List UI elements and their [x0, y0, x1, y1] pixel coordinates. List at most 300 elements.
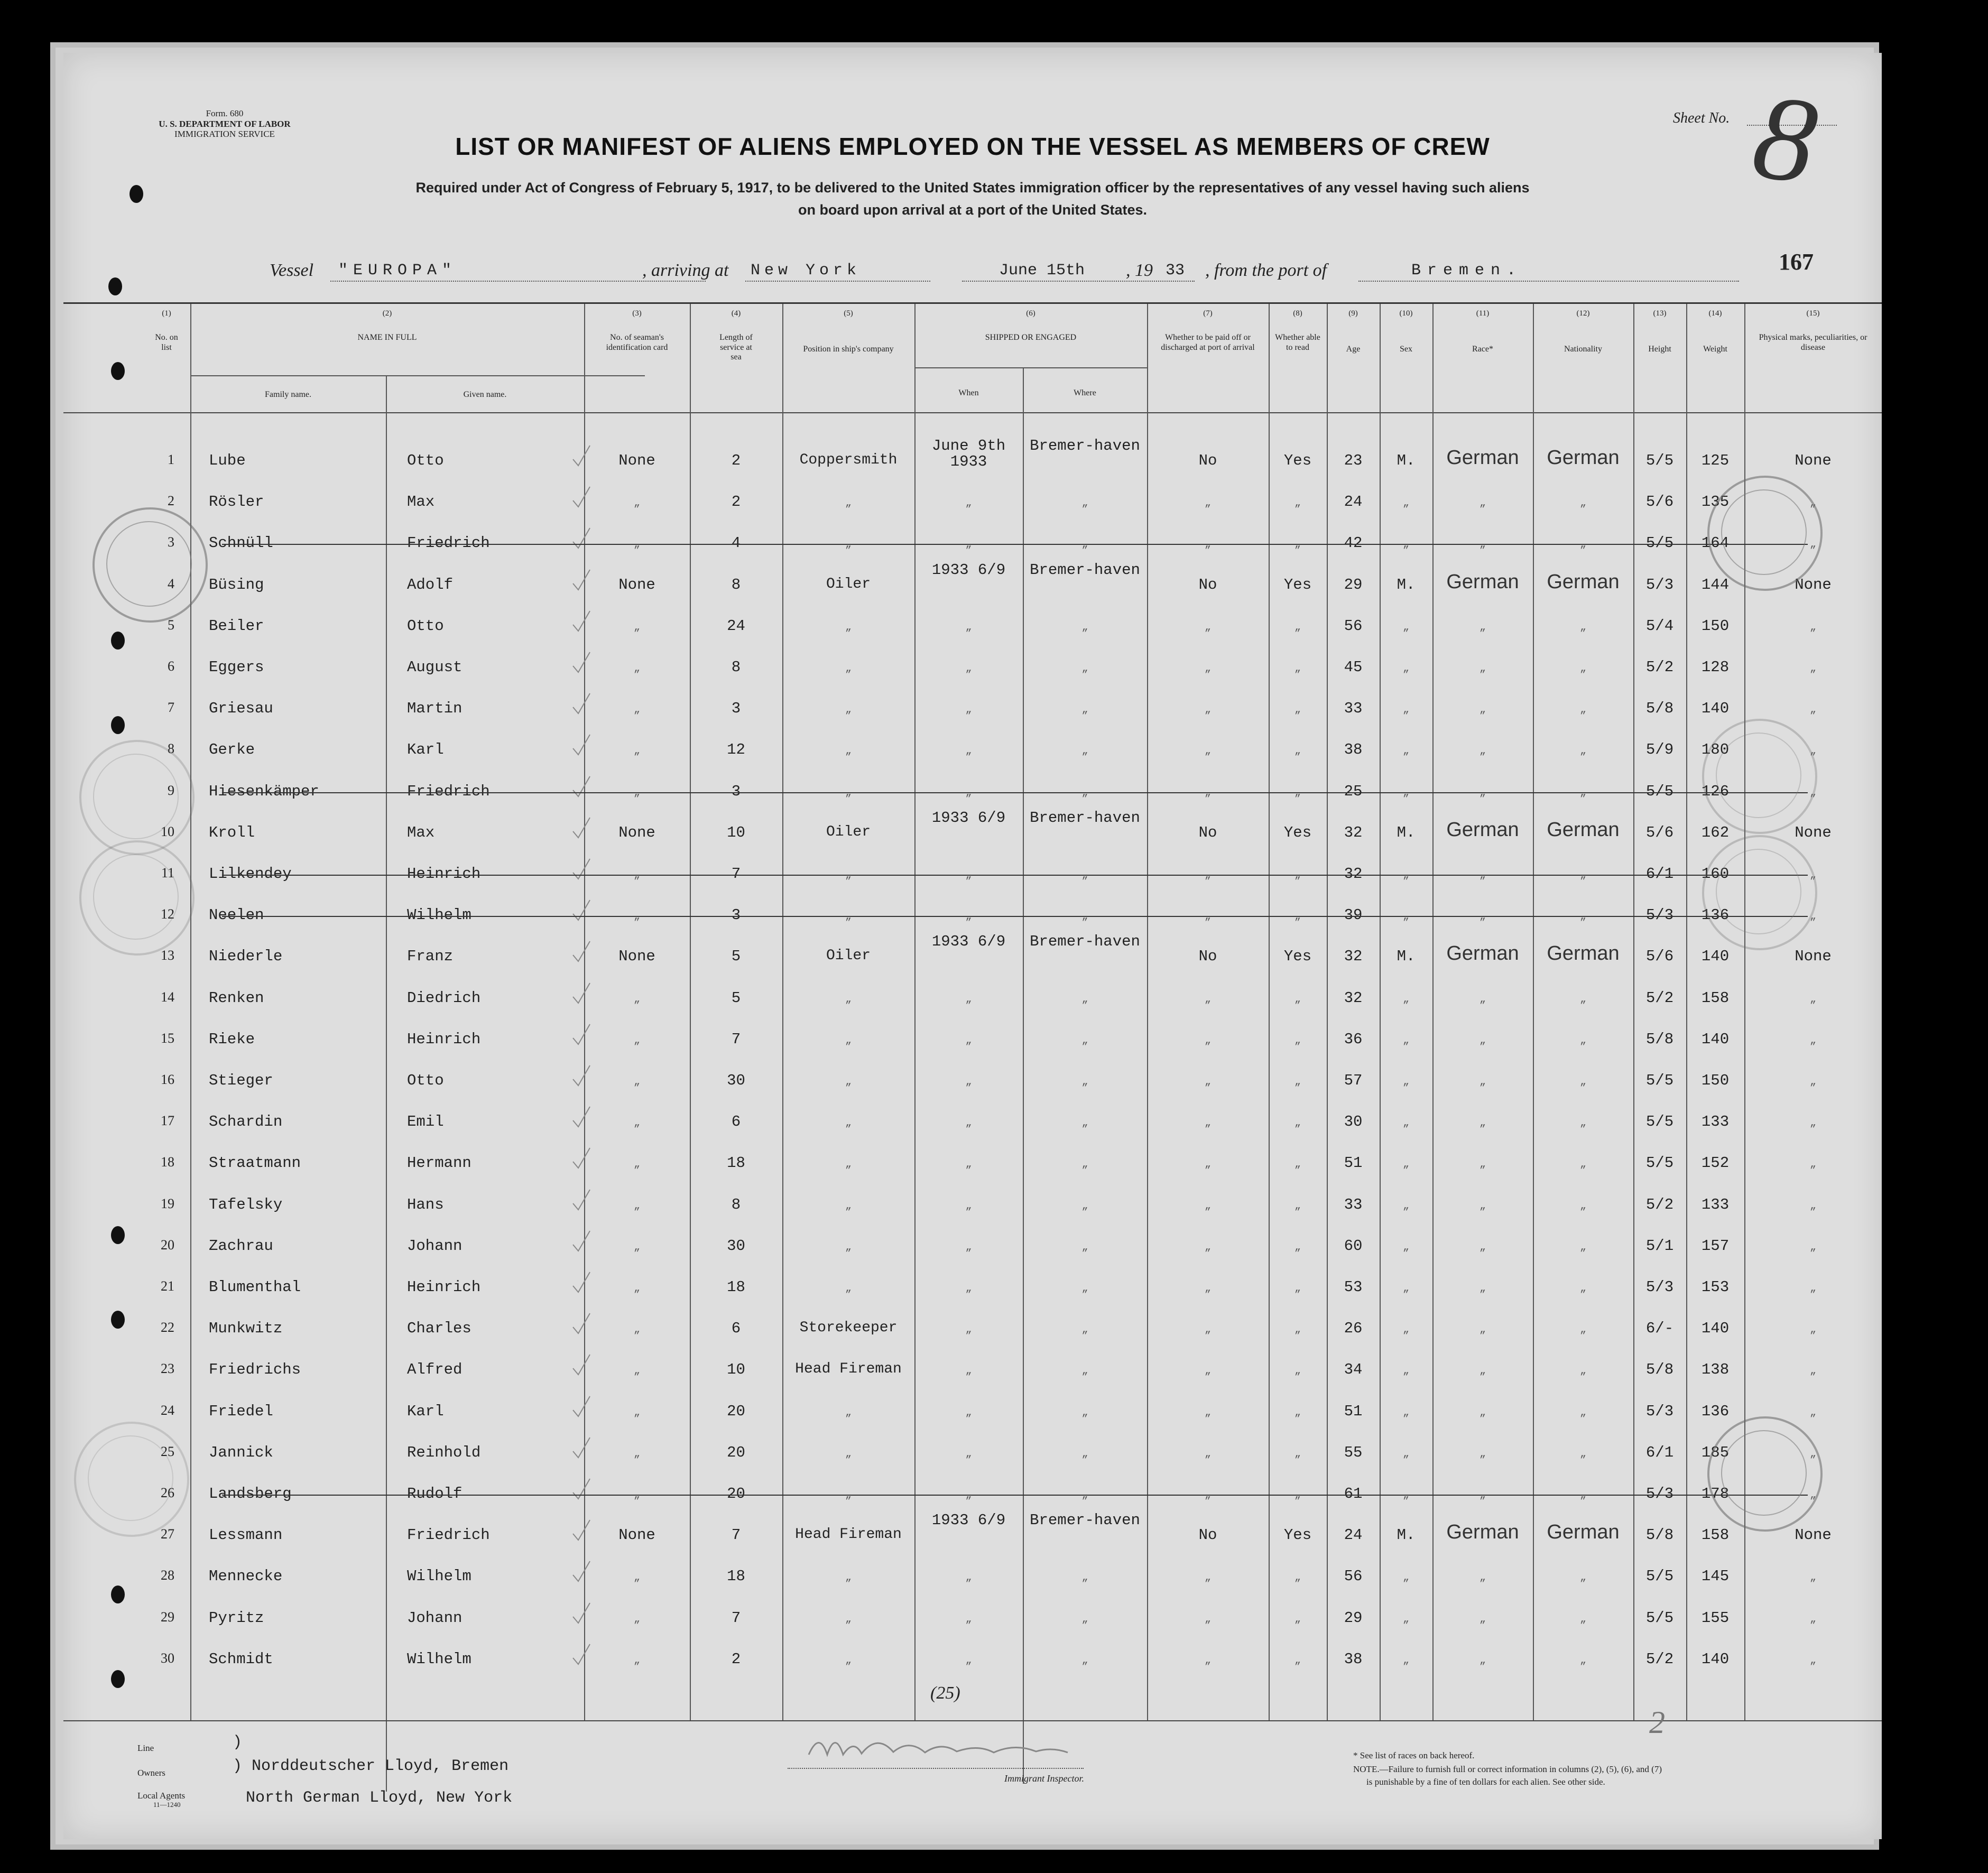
cell-given: Franz: [407, 948, 454, 966]
cell-card: „: [633, 1489, 640, 1501]
cell-nat: „: [1579, 663, 1586, 675]
cell-where: Bremer-haven: [1030, 809, 1140, 827]
cell-where: „: [1081, 911, 1088, 923]
cell-nat: „: [1579, 1448, 1586, 1460]
cell-race: „: [1479, 1158, 1486, 1171]
col-num: (15): [1806, 309, 1820, 318]
department-name: U. S. DEPARTMENT OF LABOR: [159, 118, 291, 129]
cell-no: 26: [161, 1485, 174, 1500]
cell-service: 10: [727, 823, 745, 841]
cell-card: „: [633, 1034, 640, 1047]
cell-nat: German: [1547, 1521, 1620, 1544]
cell-nat: German: [1547, 818, 1620, 841]
cell-age: 24: [1344, 493, 1363, 511]
consulate-stamp: [1707, 476, 1823, 591]
punch-hole: [111, 362, 125, 380]
table-row: [63, 1067, 1882, 1098]
cell-marks: „: [1809, 786, 1816, 799]
cell-read: „: [1294, 1406, 1301, 1419]
col-label: Weight: [1703, 345, 1727, 354]
check-mark-icon: [571, 1270, 592, 1299]
cell-weight: 178: [1701, 1485, 1730, 1503]
cell-position: „: [845, 1117, 852, 1130]
cell-height: 5/5: [1645, 452, 1674, 469]
cell-no: 5: [168, 617, 174, 633]
table-row: [63, 860, 1882, 892]
form-number: Form. 680: [206, 108, 244, 118]
check-mark-icon: [571, 981, 592, 1010]
cell-sex: „: [1402, 745, 1409, 758]
strike-through-line: [222, 875, 1808, 876]
cell-sex: „: [1402, 1034, 1409, 1047]
line-value: ): [233, 1733, 243, 1751]
cell-family: Beiler: [209, 617, 264, 635]
cell-position: „: [845, 1034, 852, 1047]
cell-marks: „: [1809, 911, 1816, 923]
arrival-year: 33: [1166, 262, 1185, 280]
cell-height: 5/5: [1645, 1072, 1674, 1089]
cell-card: „: [633, 704, 640, 717]
cell-family: Lessmann: [209, 1526, 283, 1544]
cell-family: Gerke: [209, 741, 255, 759]
cell-paid: „: [1204, 1034, 1211, 1047]
cell-card: „: [633, 911, 640, 923]
cell-race: „: [1479, 1406, 1486, 1419]
cell-marks: None: [1795, 452, 1832, 469]
cell-sex: „: [1402, 1200, 1409, 1212]
cell-height: 5/2: [1645, 1195, 1674, 1213]
cell-age: 51: [1344, 1402, 1363, 1420]
cell-height: 5/1: [1645, 1237, 1674, 1255]
cell-sex: „: [1402, 497, 1409, 510]
line-label: Line: [137, 1743, 154, 1753]
cell-height: 5/8: [1645, 700, 1674, 718]
check-mark-icon: [571, 857, 592, 886]
cell-nat: „: [1579, 1117, 1586, 1130]
cell-where: „: [1081, 497, 1088, 510]
cell-marks: „: [1809, 497, 1816, 510]
table-row: [63, 653, 1882, 685]
cell-race: „: [1479, 1654, 1486, 1667]
cell-position: „: [845, 704, 852, 717]
col-label: Length of service at sea: [719, 333, 753, 362]
cell-age: 30: [1344, 1113, 1363, 1131]
cell-where: „: [1081, 993, 1088, 1006]
cell-where: „: [1081, 745, 1088, 758]
cell-no: 12: [161, 906, 174, 922]
cell-when: 1933 6/9: [931, 1512, 1006, 1529]
cell-position: Head Fireman: [795, 1526, 902, 1543]
check-mark-icon: [571, 774, 592, 803]
cell-service: 24: [727, 617, 745, 635]
check-mark-icon: [571, 1105, 592, 1134]
cell-position: „: [845, 1654, 852, 1667]
cell-position: „: [845, 1448, 852, 1460]
cell-service: 3: [731, 782, 741, 800]
cell-marks: „: [1809, 869, 1816, 882]
cell-marks: „: [1809, 1200, 1816, 1212]
cell-sex: „: [1402, 993, 1409, 1006]
departure-port: Bremen.: [1411, 262, 1523, 280]
cell-marks: None: [1795, 576, 1832, 594]
cell-position: „: [845, 1076, 852, 1088]
col-label: Nationality: [1564, 345, 1602, 354]
cell-weight: 155: [1701, 1609, 1730, 1627]
col-num: (1): [162, 309, 171, 318]
cell-sex: „: [1402, 1241, 1409, 1254]
cell-race: „: [1479, 1117, 1486, 1130]
table-row: [63, 736, 1882, 767]
cell-height: 6/1: [1645, 865, 1674, 883]
cell-family: Lube: [209, 452, 246, 469]
cell-weight: 152: [1701, 1154, 1730, 1172]
cell-service: 18: [727, 1278, 745, 1296]
cell-marks: „: [1809, 1448, 1816, 1460]
col-label: Race*: [1472, 345, 1493, 354]
col-num: (7): [1203, 309, 1213, 318]
cell-when: 1933 6/9: [931, 933, 1006, 951]
cell-weight: 140: [1701, 1030, 1730, 1048]
cell-family: Pyritz: [209, 1609, 264, 1627]
cell-paid: No: [1198, 452, 1217, 469]
cell-card: None: [618, 823, 655, 841]
cell-race: „: [1479, 1200, 1486, 1212]
cell-sex: „: [1402, 1489, 1409, 1501]
cell-sex: M.: [1397, 1526, 1416, 1544]
cell-nat: „: [1579, 1613, 1586, 1626]
cell-given: Heinrich: [407, 1278, 481, 1296]
cell-position: „: [845, 869, 852, 882]
col-num: (11): [1476, 309, 1490, 318]
col-num: (10): [1399, 309, 1413, 318]
cell-paid: „: [1204, 1654, 1211, 1667]
cell-service: 30: [727, 1072, 745, 1089]
col-header-nationality: [1533, 309, 1633, 355]
cell-where: „: [1081, 704, 1088, 717]
cell-given: Wilhelm: [407, 906, 471, 924]
cell-where: „: [1081, 1613, 1088, 1626]
cell-service: 10: [727, 1361, 745, 1379]
cell-weight: 158: [1701, 989, 1730, 1007]
table-row: [63, 1645, 1882, 1677]
cell-read: „: [1294, 1117, 1301, 1130]
cell-weight: 138: [1701, 1361, 1730, 1379]
col-header-paid-off: [1147, 309, 1269, 353]
cell-card: „: [633, 663, 640, 675]
cell-age: 33: [1344, 1195, 1363, 1213]
cell-where: „: [1081, 1200, 1088, 1212]
cell-family: Büsing: [209, 576, 264, 594]
col-label: Whether able to read: [1275, 333, 1320, 352]
strike-through-line: [222, 1495, 1808, 1496]
cell-family: Neelen: [209, 906, 264, 924]
cell-given: Johann: [407, 1609, 463, 1627]
cell-where: „: [1081, 1448, 1088, 1460]
cell-family: Landsberg: [209, 1485, 292, 1503]
cell-sex: „: [1402, 786, 1409, 799]
cell-paid: „: [1204, 621, 1211, 634]
cell-card: „: [633, 1200, 640, 1212]
col-num: (12): [1576, 309, 1590, 318]
col-label: Physical marks, peculiarities, or disease: [1759, 333, 1867, 352]
col-header-family: Family name.: [265, 390, 311, 399]
table-row: [63, 437, 1882, 478]
cell-service: 12: [727, 741, 745, 759]
cell-weight: 158: [1701, 1526, 1730, 1544]
cell-given: Friedrich: [407, 782, 490, 800]
cell-weight: 135: [1701, 493, 1730, 511]
cell-where: „: [1081, 1117, 1088, 1130]
cell-height: 5/5: [1645, 1609, 1674, 1627]
cell-height: 5/8: [1645, 1361, 1674, 1379]
col-label: Whether to be paid off or discharged at port of arrival: [1161, 333, 1255, 352]
cell-nat: German: [1547, 942, 1620, 965]
check-mark-icon: [571, 939, 592, 968]
cell-given: Hermann: [407, 1154, 471, 1172]
cell-marks: „: [1809, 1324, 1816, 1337]
cell-height: 5/2: [1645, 1650, 1674, 1668]
cell-card: „: [633, 1613, 640, 1626]
vessel-name: "EUROPA": [338, 262, 457, 280]
col-label: SHIPPED OR ENGAGED: [985, 333, 1077, 342]
col-num: (14): [1708, 309, 1722, 318]
cell-family: Stieger: [209, 1072, 273, 1089]
cell-read: „: [1294, 1489, 1301, 1501]
corner-handwritten-mark: 2: [1649, 1705, 1665, 1740]
cell-paid: No: [1198, 576, 1217, 594]
cell-card: „: [633, 1158, 640, 1171]
cell-when: „: [965, 663, 972, 675]
race-footnote: * See list of races on back hereof.: [1353, 1750, 1475, 1760]
cell-service: 4: [731, 534, 741, 552]
cell-marks: „: [1809, 1365, 1816, 1378]
cell-no: 8: [168, 741, 174, 757]
cell-race: „: [1479, 1448, 1486, 1460]
col-header-weight: [1686, 309, 1744, 355]
cell-height: 5/2: [1645, 989, 1674, 1007]
cell-marks: None: [1795, 823, 1832, 841]
cell-no: 2: [168, 493, 174, 509]
cell-given: Otto: [407, 1072, 444, 1089]
cell-when: „: [965, 1654, 972, 1667]
cell-weight: 145: [1701, 1568, 1730, 1585]
cell-paid: „: [1204, 1572, 1211, 1584]
cell-nat: „: [1579, 704, 1586, 717]
cell-sex: „: [1402, 663, 1409, 675]
cell-no: 30: [161, 1650, 174, 1666]
cell-paid: „: [1204, 1158, 1211, 1171]
cell-race: „: [1479, 1283, 1486, 1295]
owners-value: ) Norddeutscher Lloyd, Bremen: [233, 1757, 509, 1775]
cell-given: August: [407, 659, 463, 676]
cell-nat: German: [1547, 570, 1620, 593]
sheet-no-handwritten: 8: [1745, 68, 1825, 210]
cell-given: Reinhold: [407, 1443, 481, 1461]
check-mark-icon: [571, 485, 592, 514]
cell-height: 5/2: [1645, 659, 1674, 676]
col-num: (2): [382, 309, 392, 318]
cell-position: Storekeeper: [799, 1320, 898, 1337]
cell-race: „: [1479, 786, 1486, 799]
cell-sex: „: [1402, 1283, 1409, 1295]
cell-paid: No: [1198, 948, 1217, 966]
check-mark-icon: [571, 1311, 592, 1340]
cell-where: Bremer-haven: [1030, 1512, 1140, 1529]
col-header-where: Where: [1074, 388, 1096, 397]
table-row: [63, 1025, 1882, 1057]
cell-height: 5/3: [1645, 1485, 1674, 1503]
cell-position: „: [845, 786, 852, 799]
cell-given: Hans: [407, 1195, 444, 1213]
cell-sex: „: [1402, 869, 1409, 882]
cell-service: 5: [731, 948, 741, 966]
cell-card: None: [618, 452, 655, 469]
cell-when: „: [965, 869, 972, 882]
cell-where: „: [1081, 663, 1088, 675]
cell-position: Coppersmith: [799, 452, 898, 468]
cell-no: 17: [161, 1113, 174, 1129]
cell-weight: 150: [1701, 617, 1730, 635]
cell-paid: „: [1204, 1200, 1211, 1212]
cell-height: 5/6: [1645, 493, 1674, 511]
cell-age: 34: [1344, 1361, 1363, 1379]
cell-given: Wilhelm: [407, 1568, 471, 1585]
cell-sex: „: [1402, 704, 1409, 717]
cell-marks: „: [1809, 1034, 1816, 1047]
cell-nat: „: [1579, 1365, 1586, 1378]
cell-sex: M.: [1397, 823, 1416, 841]
cell-given: Friedrich: [407, 534, 490, 552]
cell-paid: „: [1204, 1117, 1211, 1130]
cell-card: „: [633, 1283, 640, 1295]
cell-no: 4: [168, 576, 174, 591]
cell-position: „: [845, 1572, 852, 1584]
cell-nat: „: [1579, 621, 1586, 634]
col-num: (8): [1293, 309, 1302, 318]
cell-weight: 140: [1701, 1320, 1730, 1338]
cell-weight: 126: [1701, 782, 1730, 800]
cell-read: „: [1294, 745, 1301, 758]
cell-family: Blumenthal: [209, 1278, 301, 1296]
cell-weight: 150: [1701, 1072, 1730, 1089]
cell-nat: „: [1579, 1200, 1586, 1212]
cell-read: Yes: [1283, 576, 1312, 594]
cell-weight: 185: [1701, 1443, 1730, 1461]
cell-no: 16: [161, 1072, 174, 1087]
col-label: Age: [1346, 345, 1361, 354]
cell-card: „: [633, 1076, 640, 1088]
cell-card: „: [633, 993, 640, 1006]
cell-age: 29: [1344, 576, 1363, 594]
cell-family: Schmidt: [209, 1650, 273, 1668]
cell-nat: „: [1579, 1489, 1586, 1501]
cell-weight: 160: [1701, 865, 1730, 883]
check-mark-icon: [571, 568, 592, 597]
service-name: IMMIGRATION SERVICE: [174, 129, 275, 140]
cell-race: „: [1479, 1613, 1486, 1626]
cell-given: Rudolf: [407, 1485, 463, 1503]
col-header-race: [1432, 309, 1533, 355]
cell-race: „: [1479, 1034, 1486, 1047]
sheet-no-label: Sheet No.: [1673, 110, 1730, 126]
arrival-date: June 15th: [999, 262, 1085, 280]
consulate-stamp: [79, 840, 195, 956]
cell-when: „: [965, 1324, 972, 1337]
cell-when: „: [965, 1572, 972, 1584]
cell-nat: „: [1579, 1076, 1586, 1088]
check-mark-icon: [571, 1559, 592, 1588]
col-label: Sex: [1400, 345, 1412, 354]
cell-sex: „: [1402, 539, 1409, 551]
cell-no: 14: [161, 989, 174, 1005]
cell-position: Oiler: [826, 823, 871, 840]
cell-age: 39: [1344, 906, 1363, 924]
cell-paid: „: [1204, 1365, 1211, 1378]
cell-paid: No: [1198, 1526, 1217, 1544]
cell-given: Friedrich: [407, 1526, 490, 1544]
cell-nat: German: [1547, 447, 1620, 469]
cell-no: 11: [161, 865, 174, 880]
cell-age: 38: [1344, 741, 1363, 759]
cell-no: 20: [161, 1237, 174, 1253]
inspector-signature: [803, 1728, 1078, 1765]
cell-race: „: [1479, 497, 1486, 510]
cell-sex: „: [1402, 1654, 1409, 1667]
cell-family: Rieke: [209, 1030, 255, 1048]
cell-card: „: [633, 1572, 640, 1584]
cell-age: 61: [1344, 1485, 1363, 1503]
check-mark-icon: [571, 1188, 592, 1217]
col-header-position: [782, 309, 914, 355]
consulate-stamp: [1702, 835, 1817, 950]
cell-age: 55: [1344, 1443, 1363, 1461]
cell-paid: „: [1204, 663, 1211, 675]
cell-height: 5/3: [1645, 576, 1674, 594]
cell-service: 3: [731, 700, 741, 718]
check-mark-icon: [571, 898, 592, 927]
cell-height: 5/3: [1645, 1278, 1674, 1296]
cell-marks: „: [1809, 539, 1816, 551]
cell-marks: „: [1809, 1241, 1816, 1254]
cell-marks: „: [1809, 1489, 1816, 1501]
cell-family: Hiesenkämper: [209, 782, 319, 800]
cell-card: None: [618, 576, 655, 594]
cell-when: „: [965, 1158, 972, 1171]
form-code: 11—1240: [153, 1800, 181, 1809]
cell-nat: „: [1579, 993, 1586, 1006]
cell-age: 33: [1344, 700, 1363, 718]
cell-marks: „: [1809, 993, 1816, 1006]
cell-read: Yes: [1283, 452, 1312, 469]
cell-when: June 9th 1933: [931, 437, 1006, 470]
cell-read: „: [1294, 704, 1301, 717]
check-mark-icon: [571, 609, 592, 638]
col-num: (5): [844, 309, 853, 318]
col-header-when: When: [958, 388, 979, 397]
cell-family: Munkwitz: [209, 1320, 283, 1338]
cell-read: „: [1294, 1034, 1301, 1047]
cell-weight: 125: [1701, 452, 1730, 469]
cell-family: Friedel: [209, 1402, 273, 1420]
consulate-stamp: [74, 1422, 189, 1537]
cell-where: „: [1081, 539, 1088, 551]
cell-family: Renken: [209, 989, 264, 1007]
table-row: [63, 1512, 1882, 1553]
table-row: [63, 1149, 1882, 1181]
table-row: [63, 1356, 1882, 1387]
col-num: (13): [1653, 309, 1667, 318]
col-header-read: [1269, 309, 1327, 353]
